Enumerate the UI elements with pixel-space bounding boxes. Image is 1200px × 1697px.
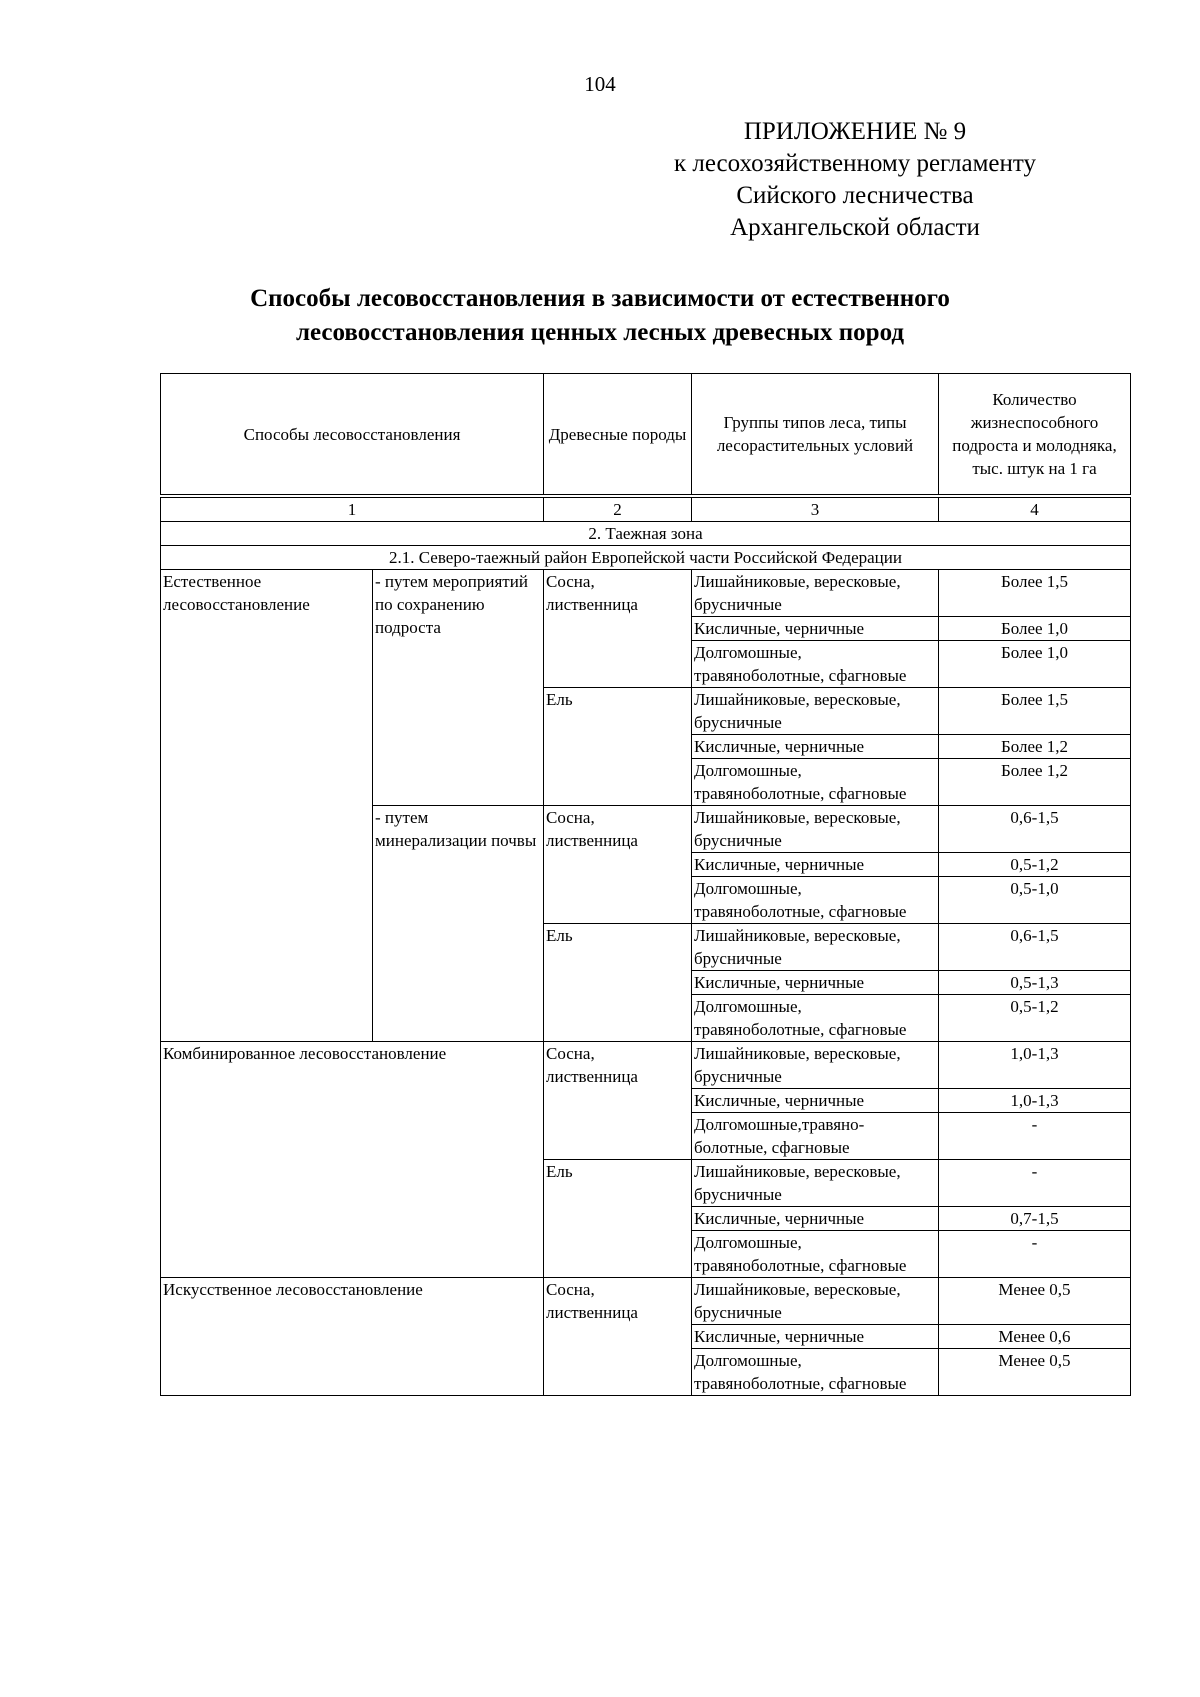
value-cell: - [939,1231,1131,1278]
species-cell: Ель [544,1160,692,1278]
forest-type-cell: Кисличные, черничные [692,617,939,641]
forest-type-cell: Кисличные, черничные [692,1207,939,1231]
species-cell: Сосна, лиственница [544,806,692,924]
value-cell: - [939,1113,1131,1160]
column-number: 2 [544,498,692,522]
forest-type-cell: Лишайниковые, вересковые, брусничные [692,1278,939,1325]
forest-type-cell: Долгомошные, травяноболотные, сфагновые [692,1231,939,1278]
value-cell: 0,7-1,5 [939,1207,1131,1231]
value-cell: Более 1,5 [939,688,1131,735]
species-cell: Сосна, лиственница [544,1278,692,1396]
forest-type-cell: Кисличные, черничные [692,1325,939,1349]
value-cell: - [939,1160,1131,1207]
submethod-mineral: - путем минерализации почвы [373,806,544,1042]
species-cell: Сосна, лиственница [544,570,692,688]
appendix-line: Сийского лесничества [736,182,974,209]
data-table [160,497,1131,1396]
forest-type-cell: Долгомошные, травяноболотные, сфагновые [692,759,939,806]
value-cell: 0,6-1,5 [939,806,1131,853]
method-combined: Комбинированное лесовосстановление [161,1042,544,1278]
table-row [161,570,1131,617]
value-cell: 1,0-1,3 [939,1089,1131,1113]
forest-type-cell: Кисличные, черничные [692,735,939,759]
appendix-line: ПРИЛОЖЕНИЕ № 9 [743,118,967,145]
column-number: 4 [939,498,1131,522]
page-number: 104 [584,72,616,96]
forest-type-cell: Долгомошные, травяноболотные, сфагновые [692,877,939,924]
header-cell: Группы типов леса, типы лесорастительных условий [692,374,939,495]
value-cell: Более 1,2 [939,759,1131,806]
value-cell: 0,5-1,2 [939,853,1131,877]
forest-type-cell: Долгомошные, травяноболотные, сфагновые [692,995,939,1042]
title-line: лесовосстановления ценных лесных древесных пород [296,319,904,346]
forest-type-cell: Кисличные, черничные [692,1089,939,1113]
zone-label: 2. Таежная зона [161,522,1131,546]
value-cell: Более 1,0 [939,617,1131,641]
forest-type-cell: Долгомошные, травяноболотные, сфагновые [692,641,939,688]
forest-type-cell: Кисличные, черничные [692,853,939,877]
forest-type-cell: Лишайниковые, вересковые, брусничные [692,1160,939,1207]
header-cell: Древесные породы [544,374,692,495]
appendix-block [560,116,1150,244]
forest-type-cell: Лишайниковые, вересковые, брусничные [692,1042,939,1089]
species-cell: Ель [544,688,692,806]
value-cell: 0,5-1,2 [939,995,1131,1042]
value-cell: 1,0-1,3 [939,1042,1131,1089]
forest-type-cell: Лишайниковые, вересковые, брусничные [692,570,939,617]
species-cell: Ель [544,924,692,1042]
zone-row [161,522,1131,546]
table-row [161,1042,1131,1089]
forest-type-cell: Долгомошные,травяно-болотные, сфагновые [692,1113,939,1160]
title-line: Способы лесовосстановления в зависимости от естественного [250,285,950,312]
value-cell: Менее 0,5 [939,1278,1131,1325]
table-row [161,1278,1131,1325]
value-cell: Менее 0,5 [939,1349,1131,1396]
species-cell: Сосна, лиственница [544,1042,692,1160]
forest-type-cell: Лишайниковые, вересковые, брусничные [692,924,939,971]
header-cell: Способы лесовосстановления [161,374,544,495]
appendix-line: к лесохозяйственному регламенту [673,150,1037,177]
value-cell: 0,5-1,0 [939,877,1131,924]
value-cell: Более 1,0 [939,641,1131,688]
submethod-preserve: - путем мероприятий по сохранению подроста [373,570,544,806]
method-artificial: Искусственное лесовосстановление [161,1278,544,1396]
table-header [160,373,1131,495]
forest-type-cell: Лишайниковые, вересковые, брусничные [692,688,939,735]
value-cell: Менее 0,6 [939,1325,1131,1349]
header-cell: Количество жизнеспособного подроста и молодняка, тыс. штук на 1 га [939,374,1131,495]
document-title [150,282,1050,350]
value-cell: 0,6-1,5 [939,924,1131,971]
value-cell: Более 1,2 [939,735,1131,759]
forest-type-cell: Лишайниковые, вересковые, брусничные [692,806,939,853]
region-row [161,546,1131,570]
column-number: 3 [692,498,939,522]
column-number: 1 [161,498,544,522]
header-row [161,374,1131,495]
value-cell: Более 1,5 [939,570,1131,617]
region-label: 2.1. Северо-таежный район Европейской части Российской Федерации [161,546,1131,570]
value-cell: 0,5-1,3 [939,971,1131,995]
method-natural: Естественное лесовосстановление [161,570,373,1042]
appendix-line: Архангельской области [730,214,980,241]
forest-type-cell: Долгомошные, травяноболотные, сфагновые [692,1349,939,1396]
forest-type-cell: Кисличные, черничные [692,971,939,995]
column-number-row [161,498,1131,522]
